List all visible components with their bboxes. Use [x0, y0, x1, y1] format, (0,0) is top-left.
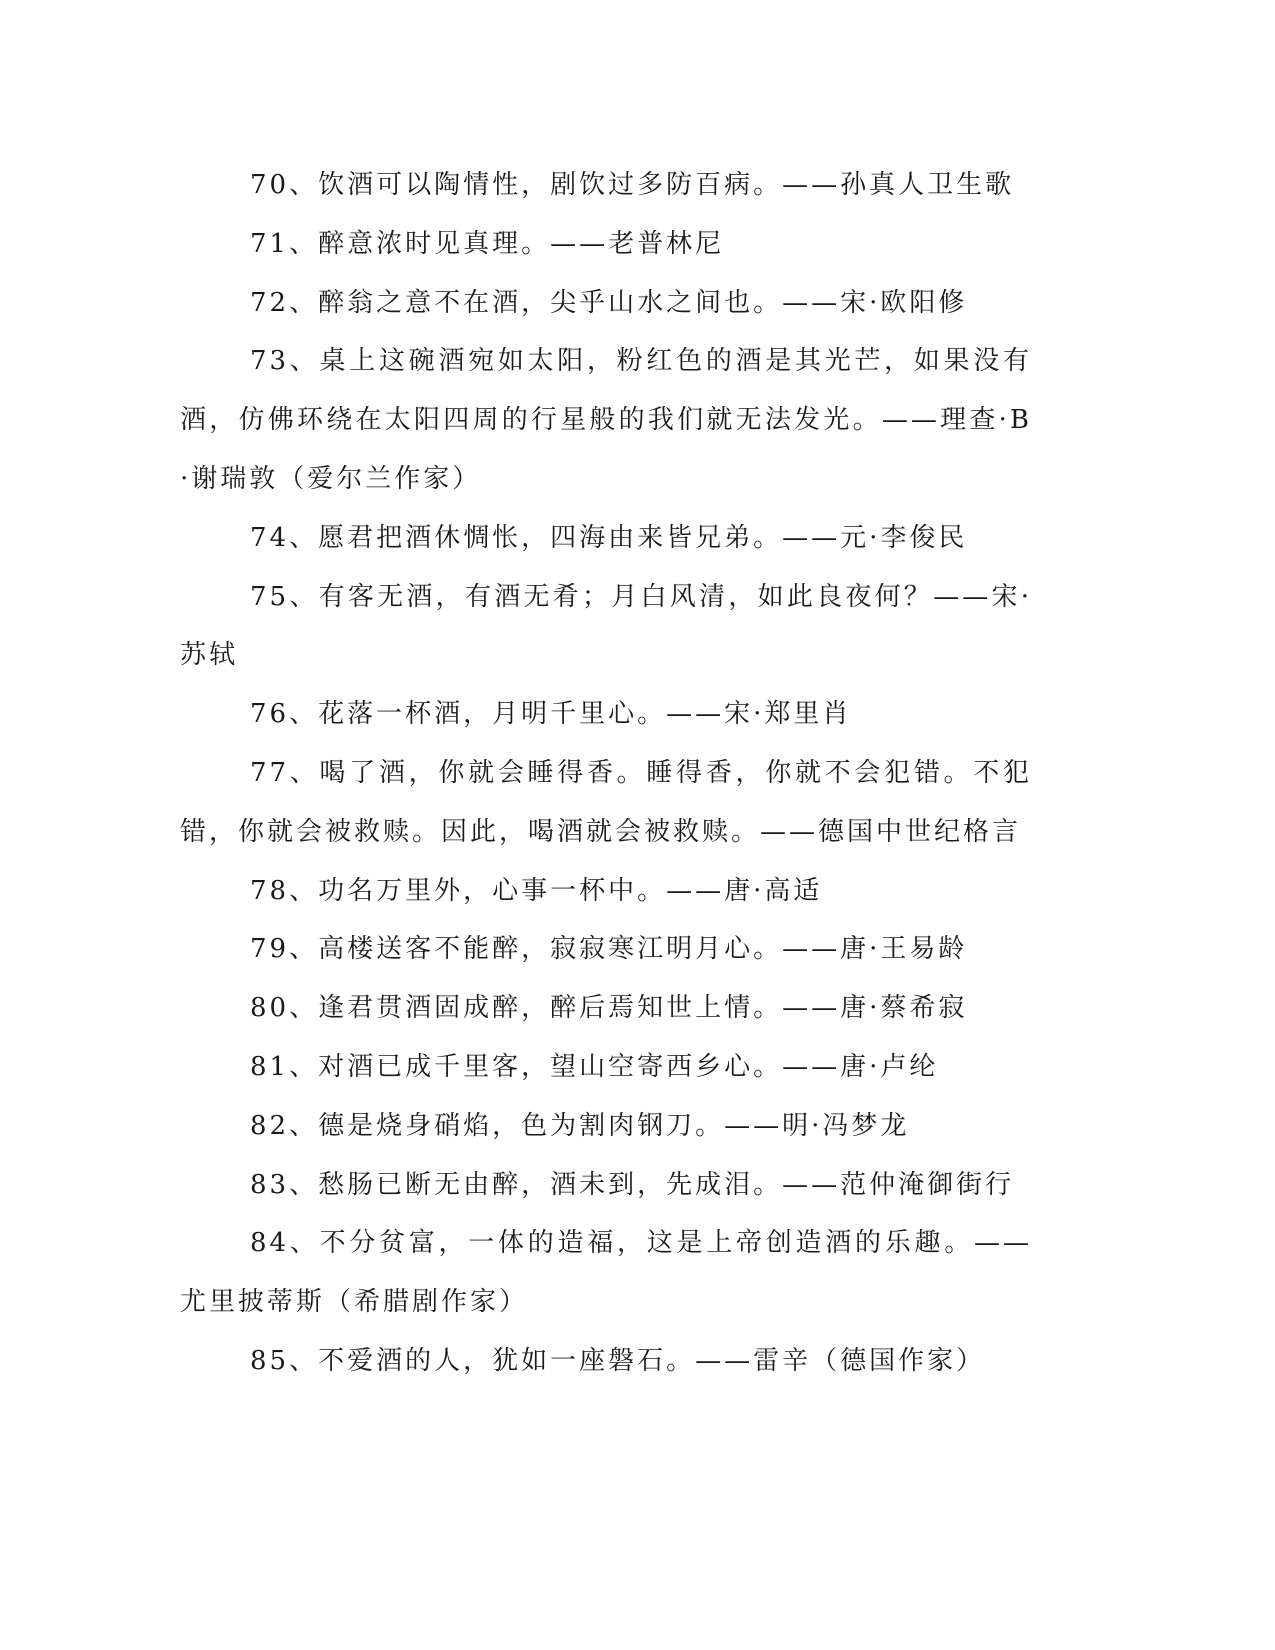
quote-item-78: 78、功名万里外，心事一杯中。——唐·高适	[250, 875, 823, 906]
quote-item-85: 85、不爱酒的人，犹如一座磐石。——雷辛（德国作家）	[250, 1345, 986, 1376]
quote-item-70: 70、饮酒可以陶情性，剧饮过多防百病。——孙真人卫生歌	[250, 170, 1015, 200]
quote-item-81: 81、对酒已成千里客，望山空寄西乡心。——唐·卢纶	[250, 1051, 939, 1082]
quote-item-80: 80、逢君贯酒固成醉，醉后焉知世上情。——唐·蔡希寂	[250, 993, 968, 1024]
quote-item-73: 73、桌上这碗酒宛如太阳，粉红色的酒是其光芒，如果没有酒，仿佛环绕在太阳四周的行星般的我们就无法发光。——理查·B·谢瑞敦（爱尔兰作家）	[180, 346, 1032, 494]
quote-item-76: 76、花落一杯酒，月明千里心。——宋·郑里肖	[250, 699, 852, 730]
quote-item-71: 71、醉意浓时见真理。——老普林尼	[250, 228, 725, 259]
quote-item-74: 74、愿君把酒休惆怅，四海由来皆兄弟。——元·李俊民	[250, 522, 968, 553]
quote-item-79: 79、高楼送客不能醉，寂寂寒江明月心。——唐·王易龄	[250, 934, 968, 965]
quote-item-77: 77、喝了酒，你就会睡得香。睡得香，你就不会犯错。不犯错，你就会被救赎。因此，喝酒就会被救赎。——德国中世纪格言	[180, 757, 1032, 847]
quote-item-75: 75、有客无酒，有酒无肴；月白风清，如此良夜何？——宋·苏轼	[180, 581, 1032, 671]
quote-item-83: 83、愁肠已断无由醉，酒未到，先成泪。——范仲淹御街行	[250, 1169, 1015, 1200]
quote-list	[180, 156, 1032, 1391]
quote-item-72: 72、醉翁之意不在酒，尖乎山水之间也。——宋·欧阳修	[250, 287, 968, 318]
quote-item-82: 82、德是烧身硝焰，色为割肉钢刀。——明·冯梦龙	[250, 1110, 910, 1141]
quote-item-84: 84、不分贫富，一体的造福，这是上帝创造酒的乐趣。——尤里披蒂斯（希腊剧作家）	[180, 1228, 1032, 1318]
